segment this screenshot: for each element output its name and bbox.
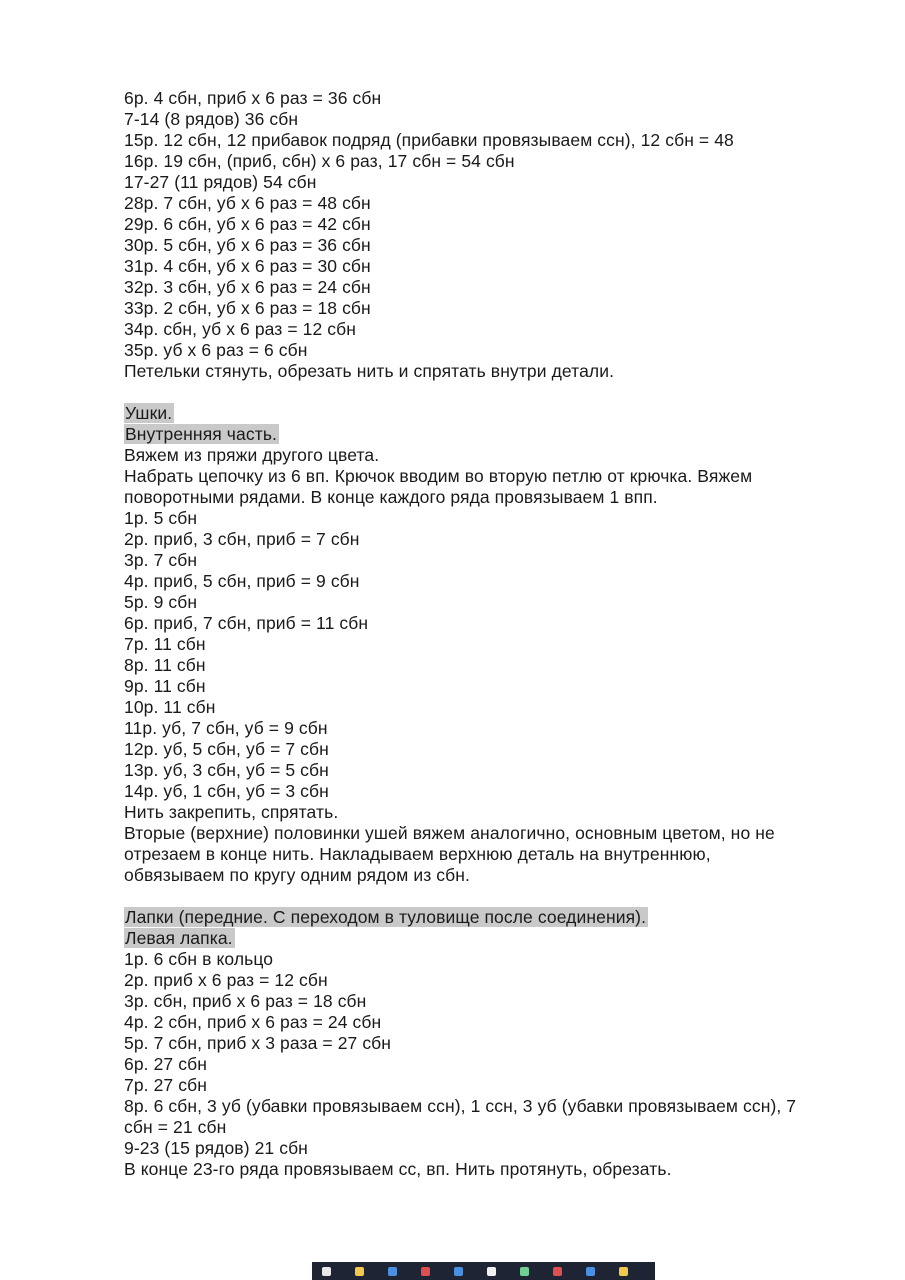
text-line-content: Петельки стянуть, обрезать нить и спрятать внутри детали. (124, 361, 615, 381)
text-line-content: 2р. приб, 3 сбн, приб = 7 сбн (124, 529, 360, 549)
pattern-text (124, 88, 824, 1180)
text-line (124, 277, 824, 298)
section-heading-highlight: Внутренняя часть. (125, 424, 278, 444)
text-line (124, 508, 824, 529)
text-line (124, 214, 824, 235)
text-line (124, 445, 824, 466)
text-line-content: 35р. уб х 6 раз = 6 сбн (124, 340, 308, 360)
text-line (124, 298, 824, 319)
text-line (124, 466, 824, 487)
text-line-content: 6р. 4 сбн, приб х 6 раз = 36 сбн (124, 88, 382, 108)
text-line (124, 655, 824, 676)
text-line-content: 29р. 6 сбн, уб х 6 раз = 42 сбн (124, 214, 371, 234)
text-line (124, 193, 824, 214)
text-line-content: 31р. 4 сбн, уб х 6 раз = 30 сбн (124, 256, 371, 276)
text-line (124, 1054, 824, 1075)
text-line (124, 1075, 824, 1096)
app-icon[interactable] (421, 1267, 430, 1276)
text-line-content: отрезаем в конце нить. Накладываем верхнюю деталь на внутреннюю, (124, 844, 711, 864)
text-line (124, 1138, 824, 1159)
text-line (124, 1159, 824, 1180)
text-line (124, 1096, 824, 1117)
app-icon[interactable] (454, 1267, 463, 1276)
taskbar-fragment[interactable] (312, 1262, 655, 1280)
text-line (124, 823, 824, 844)
text-line (124, 151, 824, 172)
text-line-content: 12р. уб, 5 сбн, уб = 7 сбн (124, 739, 329, 759)
text-line-content: 8р. 6 сбн, 3 уб (убавки провязываем ссн), 1 ссн, 3 уб (убавки провязываем ссн), 7 (124, 1096, 797, 1116)
section-heading-highlight: Лапки (передние. С переходом в туловище после соединения). (125, 907, 647, 927)
text-line-content: 28р. 7 сбн, уб х 6 раз = 48 сбн (124, 193, 371, 213)
text-line (124, 739, 824, 760)
text-line-content: 4р. приб, 5 сбн, приб = 9 сбн (124, 571, 360, 591)
text-line-content: 34р. сбн, уб х 6 раз = 12 сбн (124, 319, 357, 339)
app-icon[interactable] (553, 1267, 562, 1276)
text-line-content: поворотными рядами. В конце каждого ряда провязываем 1 впп. (124, 487, 658, 507)
text-line-content: Набрать цепочку из 6 вп. Крючок вводим во вторую петлю от крючка. Вяжем (124, 466, 753, 486)
text-line-content: 5р. 9 сбн (124, 592, 198, 612)
text-line-content: 2р. приб х 6 раз = 12 сбн (124, 970, 328, 990)
text-line-content: 8р. 11 сбн (124, 655, 206, 675)
text-line (124, 109, 824, 130)
text-line (124, 844, 824, 865)
text-line-content: 33р. 2 сбн, уб х 6 раз = 18 сбн (124, 298, 371, 318)
app-icon[interactable] (520, 1267, 529, 1276)
text-line (124, 991, 824, 1012)
text-line-content: 4р. 2 сбн, приб х 6 раз = 24 сбн (124, 1012, 382, 1032)
text-line (124, 487, 824, 508)
text-line (124, 571, 824, 592)
text-line-content: 14р. уб, 1 сбн, уб = 3 сбн (124, 781, 329, 801)
text-line-content: 16р. 19 сбн, (приб, сбн) х 6 раз, 17 сбн = 54 сбн (124, 151, 515, 171)
text-line (124, 382, 824, 403)
text-line (124, 172, 824, 193)
section-heading-highlight: Левая лапка. (125, 928, 233, 948)
text-line-content: Нить закрепить, спрятать. (124, 802, 339, 822)
text-line-content: 6р. 27 сбн (124, 1054, 207, 1074)
text-line-content: 9-23 (15 рядов) 21 сбн (124, 1138, 308, 1158)
text-line (124, 760, 824, 781)
text-line (124, 1033, 824, 1054)
text-line-content: В конце 23-го ряда провязываем сс, вп. Нить протянуть, обрезать. (124, 1159, 672, 1179)
text-line (124, 949, 824, 970)
text-line (124, 88, 824, 109)
app-icon[interactable] (487, 1267, 496, 1276)
text-line-content: 11р. уб, 7 сбн, уб = 9 сбн (124, 718, 328, 738)
text-line (124, 697, 824, 718)
text-line-highlighted (124, 403, 824, 424)
text-line-content: 1р. 5 сбн (124, 508, 198, 528)
text-line-content: 7р. 27 сбн (124, 1075, 207, 1095)
text-line-content: Вторые (верхние) половинки ушей вяжем аналогично, основным цветом, но не (124, 823, 775, 843)
text-line-content: 9р. 11 сбн (124, 676, 206, 696)
text-line (124, 865, 824, 886)
app-icon[interactable] (586, 1267, 595, 1276)
text-line-content: сбн = 21 сбн (124, 1117, 227, 1137)
text-line (124, 781, 824, 802)
text-line-content: Вяжем из пряжи другого цвета. (124, 445, 380, 465)
text-line-content: 7-14 (8 рядов) 36 сбн (124, 109, 299, 129)
text-line (124, 1012, 824, 1033)
text-line (124, 319, 824, 340)
text-line-highlighted (124, 907, 824, 928)
app-icon[interactable] (388, 1267, 397, 1276)
text-line-content: 15р. 12 сбн, 12 прибавок подряд (прибавки провязываем ссн), 12 сбн = 48 (124, 130, 734, 150)
text-line (124, 886, 824, 907)
text-line (124, 529, 824, 550)
text-line-highlighted (124, 928, 824, 949)
text-line (124, 235, 824, 256)
app-icon[interactable] (619, 1267, 628, 1276)
text-line (124, 550, 824, 571)
text-line (124, 718, 824, 739)
document-page (124, 88, 824, 1180)
text-line-content: 5р. 7 сбн, приб х 3 раза = 27 сбн (124, 1033, 392, 1053)
app-icon[interactable] (355, 1267, 364, 1276)
text-line (124, 361, 824, 382)
text-line-content: 32р. 3 сбн, уб х 6 раз = 24 сбн (124, 277, 371, 297)
text-line (124, 1117, 824, 1138)
text-line-content: 7р. 11 сбн (124, 634, 206, 654)
text-line-content: 3р. 7 сбн (124, 550, 198, 570)
text-line (124, 340, 824, 361)
text-line-highlighted (124, 424, 824, 445)
section-heading-highlight: Ушки. (125, 403, 173, 423)
text-line (124, 676, 824, 697)
text-line (124, 592, 824, 613)
text-line (124, 634, 824, 655)
text-line (124, 256, 824, 277)
text-line-content: 3р. сбн, приб х 6 раз = 18 сбн (124, 991, 367, 1011)
text-line-content: 10р. 11 сбн (124, 697, 216, 717)
text-line (124, 130, 824, 151)
app-icon[interactable] (322, 1267, 331, 1276)
text-line-content: обвязываем по кругу одним рядом из сбн. (124, 865, 471, 885)
text-line-content: 13р. уб, 3 сбн, уб = 5 сбн (124, 760, 329, 780)
text-line (124, 970, 824, 991)
text-line-content: 30р. 5 сбн, уб х 6 раз = 36 сбн (124, 235, 371, 255)
text-line-content: 6р. приб, 7 сбн, приб = 11 сбн (124, 613, 369, 633)
text-line-content: 1р. 6 сбн в кольцо (124, 949, 274, 969)
text-line (124, 613, 824, 634)
text-line-content: 17-27 (11 рядов) 54 сбн (124, 172, 317, 192)
text-line (124, 802, 824, 823)
